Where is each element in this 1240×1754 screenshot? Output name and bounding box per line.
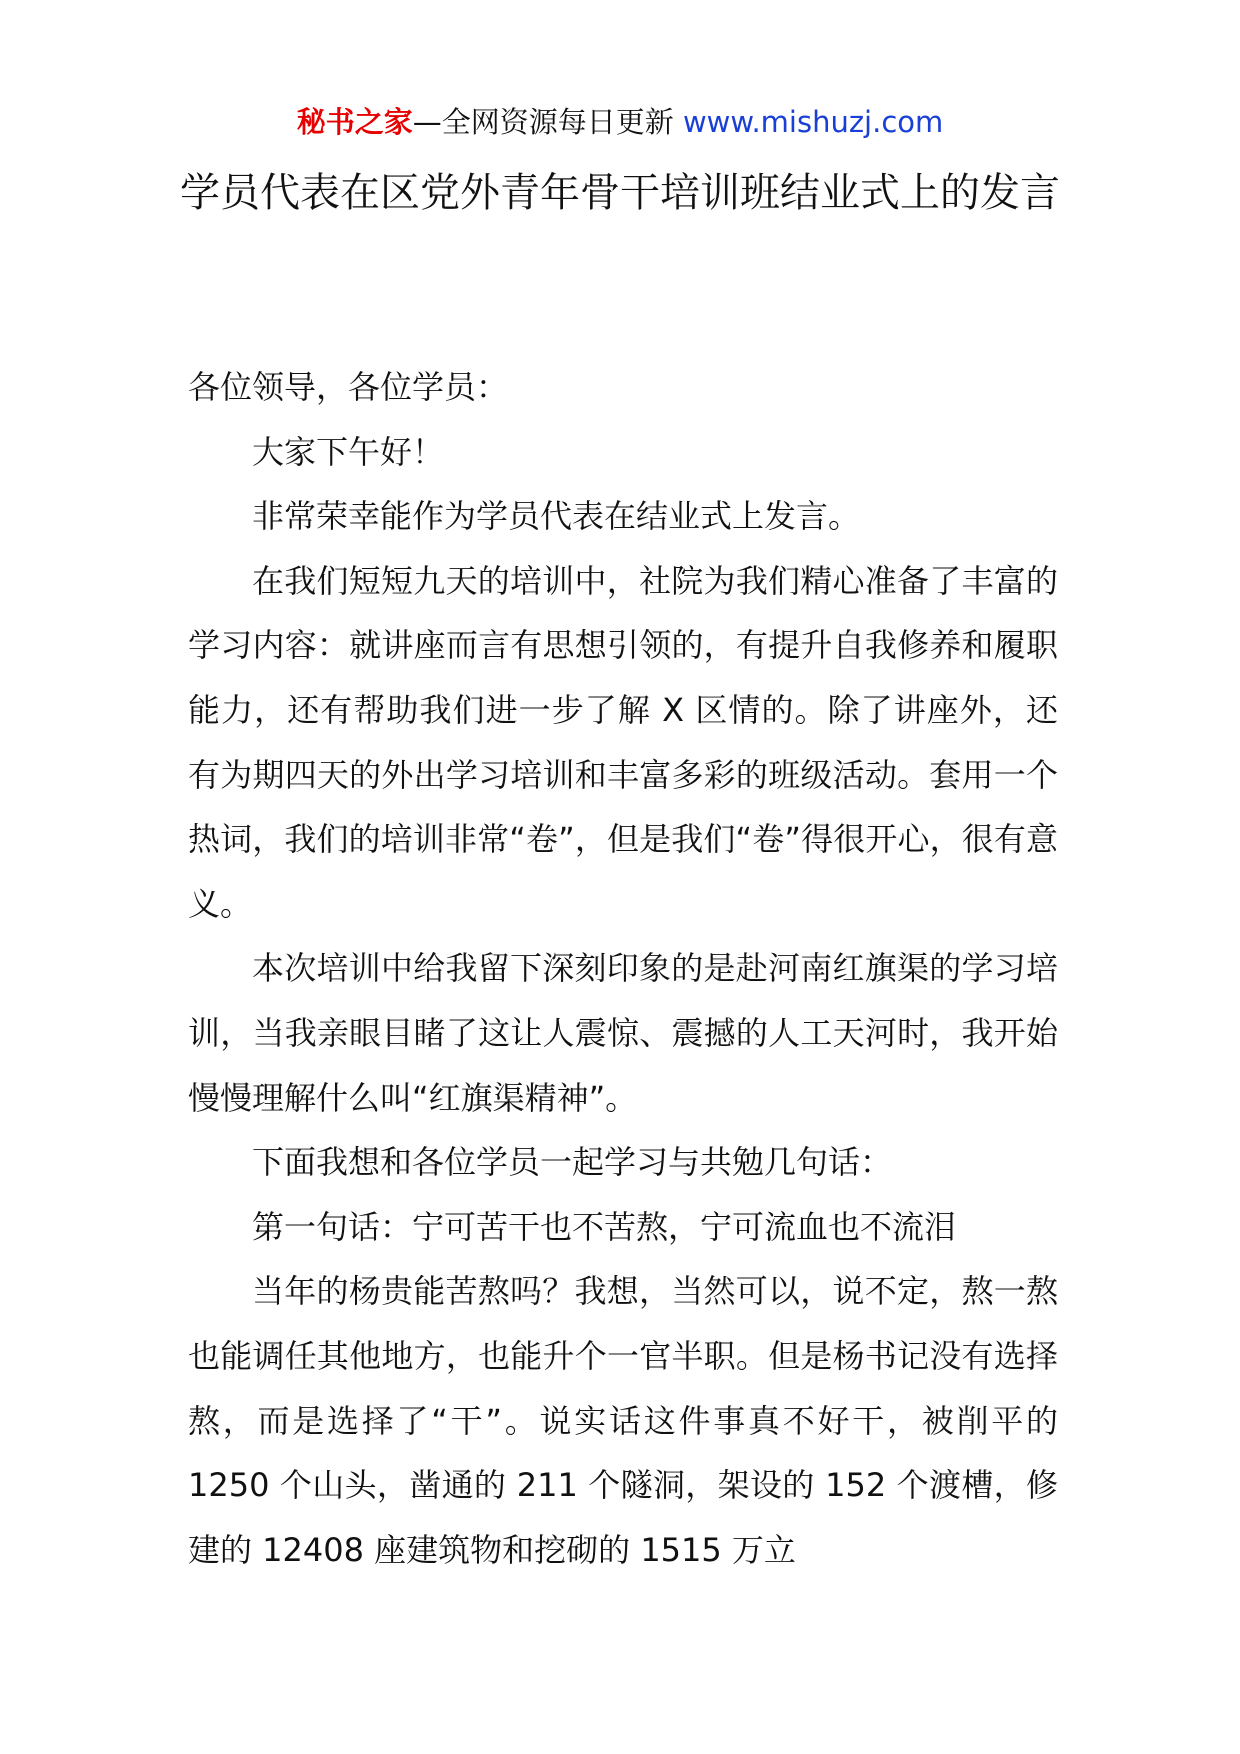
- site-url-link[interactable]: www.mishuzj.com: [682, 105, 944, 139]
- document-title: 学员代表在区党外青年骨干培训班结业式上的发言: [180, 170, 1060, 216]
- paragraph: 当年的杨贵能苦熬吗？我想，当然可以，说不定，熬一熬也能调任其他地方，也能升个一官半职。但是杨书记没有选择熬，而是选择了“干”。说实话这件事真不好干，被削平的 1250 个山头，凿通的 211 个隧洞，架设的 152 个渡槽，修建的 12408 座建筑物和挖砌的 1515 万立: [188, 1272, 1058, 1569]
- paragraph: 下面我想和各位学员一起学习与共勉几句话：: [252, 1143, 893, 1182]
- paragraph: 非常荣幸能作为学员代表在结业式上发言。: [252, 497, 861, 536]
- salutation: 各位领导，各位学员：: [188, 368, 509, 406]
- paragraph: 本次培训中给我留下深刻印象的是赴河南红旗渠的学习培训，当我亲眼目睹了这让人震惊、震撼的人工天河时，我开始慢慢理解什么叫“红旗渠精神”。: [188, 949, 1058, 1117]
- site-header: [0, 102, 1240, 142]
- paragraph: 大家下午好！: [252, 432, 445, 471]
- section-heading: 第一句话：宁可苦干也不苦熬，宁可流血也不流泪: [252, 1207, 957, 1246]
- header-tagline: —全网资源每日更新: [412, 105, 674, 139]
- paragraph: 在我们短短九天的培训中，社院为我们精心准备了丰富的学习内容：就讲座而言有思想引领的，有提升自我修养和履职能力，还有帮助我们进一步了解 X 区情的。除了讲座外，还有为期四天的外出学习培训和丰富多彩的班级活动。套用一个热词，我们的培训非常“卷”，但是我们“卷”得很开心，很有意义。: [188, 561, 1058, 923]
- document-body: [188, 355, 1058, 1582]
- brand-name: 秘书之家: [296, 105, 413, 139]
